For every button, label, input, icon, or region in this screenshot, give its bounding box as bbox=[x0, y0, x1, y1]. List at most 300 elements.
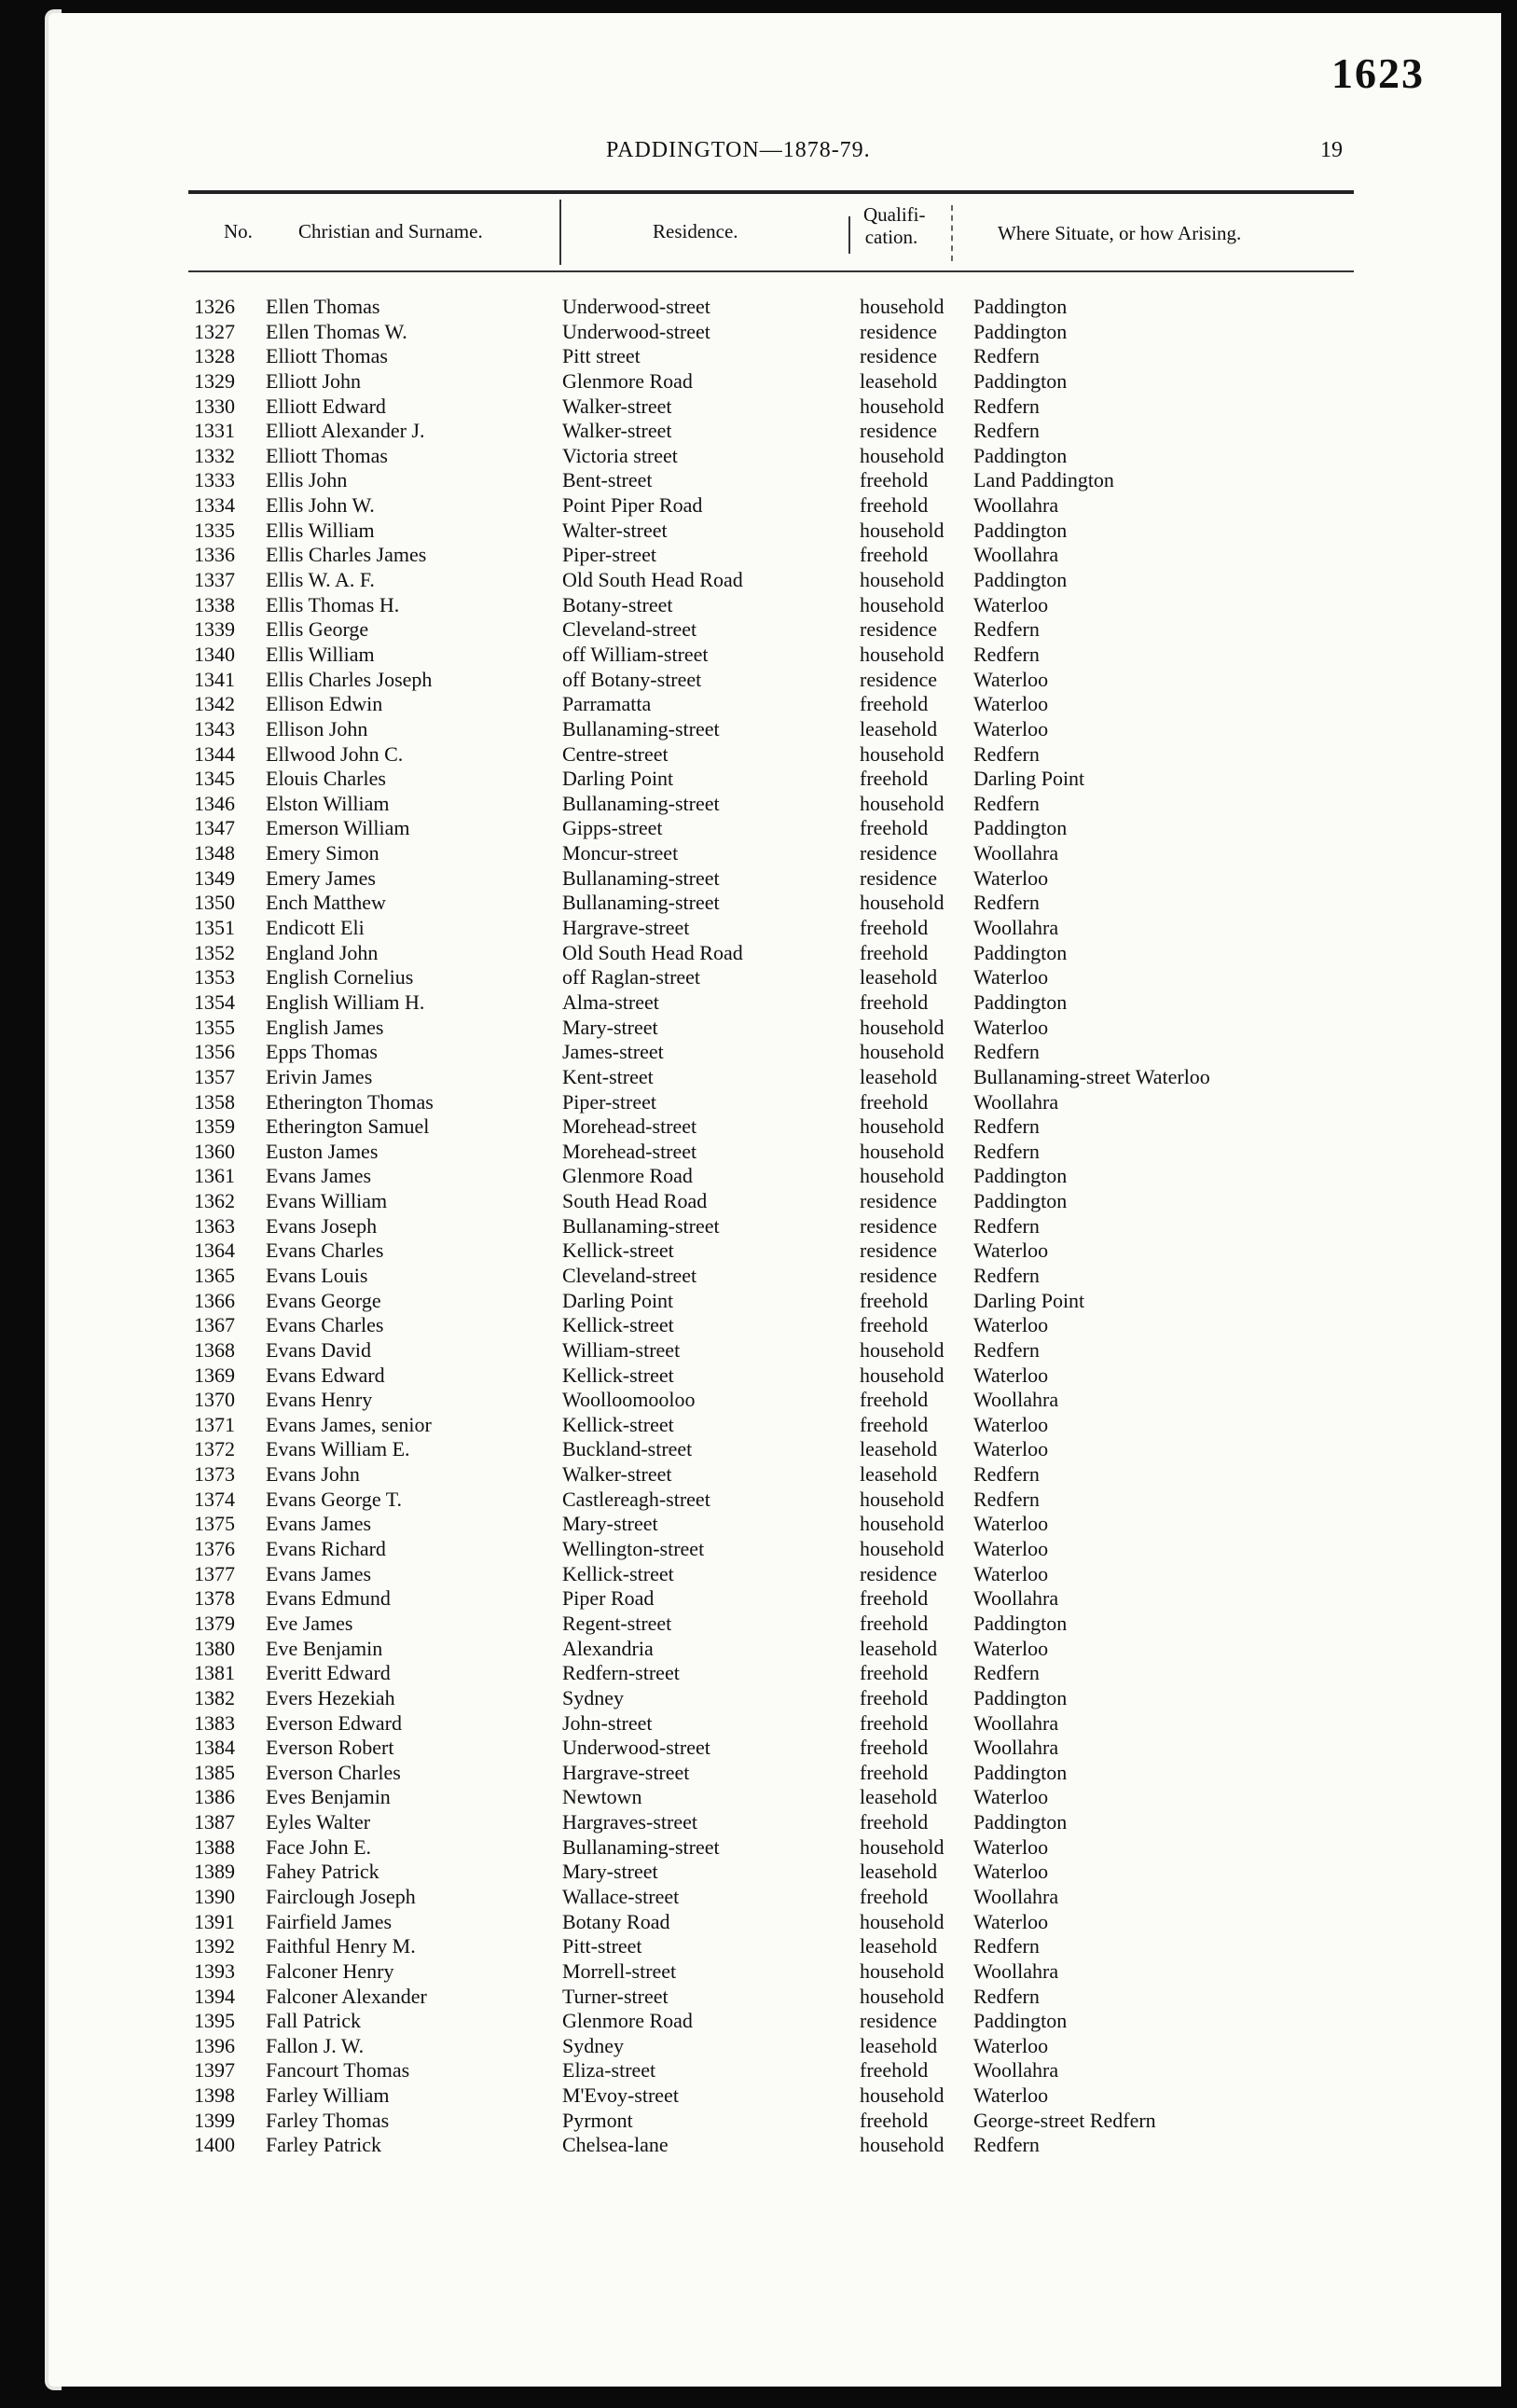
table-row bbox=[0, 1413, 1517, 1438]
residence: Hargrave-street bbox=[562, 916, 690, 940]
voter-name: Ellison John bbox=[266, 716, 368, 740]
voter-name: Elouis Charles bbox=[266, 767, 386, 791]
residence: Kent-street bbox=[562, 1064, 654, 1088]
entry-number: 1345 bbox=[194, 767, 235, 791]
entry-number: 1337 bbox=[194, 568, 235, 592]
residence: Morehead-street bbox=[562, 1114, 697, 1139]
where-situate: Paddington bbox=[973, 1760, 1068, 1784]
table-row bbox=[0, 369, 1517, 394]
where-situate: Redfern bbox=[973, 1114, 1040, 1139]
where-situate: Waterloo bbox=[973, 1239, 1049, 1263]
voter-name: Elliott John bbox=[266, 368, 362, 393]
where-situate: Redfern bbox=[973, 741, 1040, 766]
qualification: residence bbox=[860, 319, 938, 343]
residence: Chelsea-lane bbox=[562, 2133, 669, 2157]
table-row bbox=[0, 593, 1517, 618]
where-situate: Paddington bbox=[973, 1810, 1068, 1834]
table-row bbox=[0, 941, 1517, 966]
entry-number: 1346 bbox=[194, 791, 235, 815]
where-situate: Woollahra bbox=[973, 841, 1059, 865]
sheet-number: 19 bbox=[1320, 138, 1343, 162]
residence: South Head Road bbox=[562, 1189, 708, 1213]
residence: James-street bbox=[562, 1040, 664, 1064]
residence: Walker-street bbox=[562, 419, 672, 443]
where-situate: Darling Point bbox=[973, 767, 1085, 791]
qualification: household bbox=[860, 1114, 945, 1139]
table-row bbox=[0, 816, 1517, 841]
entry-number: 1331 bbox=[194, 419, 235, 443]
residence: Eliza-street bbox=[562, 2058, 656, 2083]
where-situate: Redfern bbox=[973, 1263, 1040, 1287]
entry-number: 1396 bbox=[194, 2033, 235, 2057]
voter-name: Elston William bbox=[266, 791, 390, 815]
where-situate: Paddington bbox=[973, 1685, 1068, 1709]
entry-number: 1339 bbox=[194, 617, 235, 642]
where-situate: Woollahra bbox=[973, 2058, 1059, 2083]
qualification: residence bbox=[860, 865, 938, 890]
voter-name: Epps Thomas bbox=[266, 1040, 378, 1064]
residence: Parramatta bbox=[562, 692, 652, 716]
voter-name: Evans Charles bbox=[266, 1313, 384, 1337]
residence: Bullanaming-street bbox=[562, 791, 720, 815]
voter-name: Eve James bbox=[266, 1611, 353, 1635]
entry-number: 1333 bbox=[194, 468, 235, 492]
header-rule-bottom bbox=[188, 270, 1354, 272]
where-situate: Waterloo bbox=[973, 865, 1049, 890]
table-row bbox=[0, 1488, 1517, 1513]
where-situate: Waterloo bbox=[973, 1363, 1049, 1387]
table-row bbox=[0, 1835, 1517, 1861]
table-row bbox=[0, 295, 1517, 320]
qualification: freehold bbox=[860, 468, 929, 492]
where-situate: Waterloo bbox=[973, 2083, 1049, 2108]
residence: Piper-street bbox=[562, 543, 656, 567]
residence: Bullanaming-street bbox=[562, 716, 720, 740]
table-row bbox=[0, 1016, 1517, 1041]
table-row bbox=[0, 891, 1517, 916]
qualification: freehold bbox=[860, 2058, 929, 2083]
residence: Point Piper Road bbox=[562, 493, 703, 518]
residence: Castlereagh-street bbox=[562, 1487, 710, 1511]
where-situate: Redfern bbox=[973, 344, 1040, 368]
qualification: residence bbox=[860, 419, 938, 443]
voter-name: Evans Joseph bbox=[266, 1213, 378, 1238]
qualification: residence bbox=[860, 617, 938, 642]
where-situate: George-street Redfern bbox=[973, 2108, 1156, 2132]
table-row bbox=[0, 1860, 1517, 1885]
where-situate: Woollahra bbox=[973, 1388, 1059, 1412]
voter-name: Fairclough Joseph bbox=[266, 1885, 416, 1908]
table-row bbox=[0, 1090, 1517, 1115]
voter-name: Ellen Thomas W. bbox=[266, 319, 407, 343]
residence: Mary-street bbox=[562, 1512, 658, 1536]
voter-name: Ellis Charles Joseph bbox=[266, 667, 433, 691]
voter-name: Ellis John bbox=[266, 468, 348, 492]
table-row bbox=[0, 1686, 1517, 1711]
entry-number: 1379 bbox=[194, 1611, 235, 1635]
table-row bbox=[0, 692, 1517, 717]
where-situate: Redfern bbox=[973, 891, 1040, 915]
table-row bbox=[0, 419, 1517, 444]
qualification: residence bbox=[860, 667, 938, 691]
voter-name: Ellis George bbox=[266, 617, 369, 642]
table-row bbox=[0, 1910, 1517, 1935]
residence: Gipps-street bbox=[562, 816, 663, 840]
voter-name: Erivin James bbox=[266, 1064, 373, 1088]
voter-name: Ellis Thomas H. bbox=[266, 592, 400, 616]
qualification: household bbox=[860, 1363, 945, 1387]
table-row bbox=[0, 1214, 1517, 1239]
table-row bbox=[0, 320, 1517, 345]
entry-number: 1399 bbox=[194, 2108, 235, 2132]
where-situate: Paddington bbox=[973, 319, 1068, 343]
entry-number: 1358 bbox=[194, 1089, 235, 1114]
entry-number: 1386 bbox=[194, 1785, 235, 1809]
entry-number: 1368 bbox=[194, 1337, 235, 1362]
column-header-residence: Residence. bbox=[653, 220, 738, 242]
residence: Glenmore Road bbox=[562, 1164, 693, 1188]
where-situate: Woollahra bbox=[973, 1885, 1059, 1908]
voter-name: Evans David bbox=[266, 1337, 372, 1362]
table-row bbox=[0, 1363, 1517, 1389]
where-situate: Redfern bbox=[973, 1462, 1040, 1487]
where-situate: Waterloo bbox=[973, 1834, 1049, 1859]
qualification: freehold bbox=[860, 1313, 929, 1337]
entry-number: 1341 bbox=[194, 667, 235, 691]
table-row bbox=[0, 1711, 1517, 1737]
entry-number: 1373 bbox=[194, 1462, 235, 1487]
residence: Walter-street bbox=[562, 518, 668, 542]
qualification: leasehold bbox=[860, 1860, 938, 1884]
qualification: freehold bbox=[860, 816, 929, 840]
where-situate: Woollahra bbox=[973, 493, 1059, 518]
table-row bbox=[0, 1437, 1517, 1462]
where-situate: Waterloo bbox=[973, 2033, 1049, 2057]
where-situate: Waterloo bbox=[973, 1512, 1049, 1536]
table-row bbox=[0, 1934, 1517, 1959]
qualification: freehold bbox=[860, 1685, 929, 1709]
table-row bbox=[0, 1189, 1517, 1214]
voter-name: Ench Matthew bbox=[266, 891, 386, 915]
qualification-line-2: cation. bbox=[864, 226, 918, 248]
entry-number: 1364 bbox=[194, 1239, 235, 1263]
table-row bbox=[0, 1512, 1517, 1537]
voter-name: English William H. bbox=[266, 989, 425, 1014]
qualification: household bbox=[860, 2133, 945, 2157]
residence: Piper Road bbox=[562, 1586, 655, 1611]
voter-name: Evans Henry bbox=[266, 1388, 373, 1412]
voter-name: Evans Richard bbox=[266, 1537, 386, 1561]
entry-number: 1353 bbox=[194, 965, 235, 989]
voter-name: Evans James bbox=[266, 1512, 372, 1536]
folio-number: 1623 bbox=[1331, 49, 1425, 97]
entry-number: 1355 bbox=[194, 1015, 235, 1039]
qualification: residence bbox=[860, 1239, 938, 1263]
where-situate: Waterloo bbox=[973, 1636, 1049, 1660]
entry-number: 1376 bbox=[194, 1537, 235, 1561]
qualification: freehold bbox=[860, 692, 929, 716]
table-row bbox=[0, 1612, 1517, 1637]
residence: Kellick-street bbox=[562, 1239, 674, 1263]
entry-number: 1354 bbox=[194, 989, 235, 1014]
where-situate: Darling Point bbox=[973, 1288, 1085, 1312]
qualification: freehold bbox=[860, 767, 929, 791]
where-situate: Paddington bbox=[973, 816, 1068, 840]
entry-number: 1395 bbox=[194, 2009, 235, 2033]
voter-name: Fairfield James bbox=[266, 1909, 393, 1933]
voter-name: Evans George T. bbox=[266, 1487, 403, 1511]
residence: off William-street bbox=[562, 642, 709, 666]
qualification: residence bbox=[860, 841, 938, 865]
table-row bbox=[0, 1388, 1517, 1413]
qualification: household bbox=[860, 741, 945, 766]
entry-number: 1329 bbox=[194, 368, 235, 393]
residence: John-street bbox=[562, 1710, 653, 1735]
qualification: leasehold bbox=[860, 965, 938, 989]
voter-name: Fallon J. W. bbox=[266, 2033, 365, 2057]
table-row bbox=[0, 394, 1517, 420]
qualification: leasehold bbox=[860, 716, 938, 740]
table-row bbox=[0, 1313, 1517, 1338]
entry-number: 1327 bbox=[194, 319, 235, 343]
where-situate: Woollahra bbox=[973, 1089, 1059, 1114]
qualification: leasehold bbox=[860, 2033, 938, 2057]
where-situate: Redfern bbox=[973, 1984, 1040, 2008]
voter-name: Ellis John W. bbox=[266, 493, 375, 518]
where-situate: Woollahra bbox=[973, 1710, 1059, 1735]
entry-number: 1392 bbox=[194, 1934, 235, 1958]
table-row bbox=[0, 1562, 1517, 1587]
voter-name: Euston James bbox=[266, 1139, 379, 1163]
entry-number: 1359 bbox=[194, 1114, 235, 1139]
qualification: freehold bbox=[860, 916, 929, 940]
voter-name: Falconer Henry bbox=[266, 1958, 394, 1983]
where-situate: Waterloo bbox=[973, 1537, 1049, 1561]
residence: M'Evoy-street bbox=[562, 2083, 679, 2108]
where-situate: Paddington bbox=[973, 1164, 1068, 1188]
table-row bbox=[0, 1114, 1517, 1140]
residence: Darling Point bbox=[562, 1288, 674, 1312]
qualification: freehold bbox=[860, 493, 929, 518]
residence: Glenmore Road bbox=[562, 368, 693, 393]
column-header-qualification bbox=[863, 203, 926, 248]
table-header bbox=[0, 196, 1517, 270]
voter-name: Evans James bbox=[266, 1164, 372, 1188]
entry-number: 1360 bbox=[194, 1139, 235, 1163]
residence: William-street bbox=[562, 1337, 681, 1362]
residence: Darling Point bbox=[562, 767, 674, 791]
qualification: household bbox=[860, 1984, 945, 2008]
voter-name: Everson Charles bbox=[266, 1760, 401, 1784]
qualification: household bbox=[860, 1487, 945, 1511]
table-row bbox=[0, 1761, 1517, 1786]
residence: Sydney bbox=[562, 1685, 624, 1709]
where-situate: Waterloo bbox=[973, 1015, 1049, 1039]
voter-name: English Cornelius bbox=[266, 965, 414, 989]
qualification: residence bbox=[860, 1561, 938, 1585]
entry-number: 1356 bbox=[194, 1040, 235, 1064]
entry-number: 1380 bbox=[194, 1636, 235, 1660]
residence: Morehead-street bbox=[562, 1139, 697, 1163]
table-row bbox=[0, 444, 1517, 469]
residence: Woolloomooloo bbox=[562, 1388, 696, 1412]
entry-number: 1375 bbox=[194, 1512, 235, 1536]
voter-name: Face John E. bbox=[266, 1834, 372, 1859]
voter-name: Evans William E. bbox=[266, 1437, 410, 1461]
where-situate: Waterloo bbox=[973, 1561, 1049, 1585]
table-row bbox=[0, 1985, 1517, 2010]
where-situate: Paddington bbox=[973, 295, 1068, 318]
table-row bbox=[0, 767, 1517, 792]
where-situate: Waterloo bbox=[973, 667, 1049, 691]
voter-name: Emery Simon bbox=[266, 841, 379, 865]
residence: Kellick-street bbox=[562, 1412, 674, 1436]
register-table-body bbox=[0, 295, 1517, 2158]
voter-name: Evers Hezekiah bbox=[266, 1685, 395, 1709]
voter-name: Elliott Edward bbox=[266, 394, 386, 418]
entry-number: 1336 bbox=[194, 543, 235, 567]
residence: Botany Road bbox=[562, 1909, 670, 1933]
residence: Morrell-street bbox=[562, 1958, 677, 1983]
voter-name: Faithful Henry M. bbox=[266, 1934, 416, 1958]
table-row bbox=[0, 468, 1517, 493]
table-row bbox=[0, 1239, 1517, 1264]
where-situate: Redfern bbox=[973, 791, 1040, 815]
table-row bbox=[0, 1661, 1517, 1686]
residence: Turner-street bbox=[562, 1984, 669, 2008]
qualification: household bbox=[860, 592, 945, 616]
voter-name: Endicott Eli bbox=[266, 916, 365, 940]
residence: Piper-street bbox=[562, 1089, 656, 1114]
where-situate: Redfern bbox=[973, 1487, 1040, 1511]
where-situate: Redfern bbox=[973, 1934, 1040, 1958]
residence: Newtown bbox=[562, 1785, 642, 1809]
voter-name: Everitt Edward bbox=[266, 1661, 391, 1685]
qualification: freehold bbox=[860, 1710, 929, 1735]
where-situate: Paddington bbox=[973, 1189, 1068, 1213]
where-situate: Paddington bbox=[973, 443, 1068, 467]
voter-name: Farley Patrick bbox=[266, 2133, 382, 2157]
residence: Kellick-street bbox=[562, 1363, 674, 1387]
residence: Moncur-street bbox=[562, 841, 679, 865]
table-row bbox=[0, 1140, 1517, 1165]
qualification: household bbox=[860, 518, 945, 542]
table-row bbox=[0, 2034, 1517, 2059]
residence: Redfern-street bbox=[562, 1661, 680, 1685]
column-header-no: No. bbox=[224, 220, 253, 242]
entry-number: 1384 bbox=[194, 1736, 235, 1760]
where-situate: Waterloo bbox=[973, 965, 1049, 989]
voter-name: England John bbox=[266, 940, 379, 964]
entry-number: 1342 bbox=[194, 692, 235, 716]
voter-name: Fall Patrick bbox=[266, 2009, 362, 2033]
residence: Regent-street bbox=[562, 1611, 672, 1635]
qualification: leasehold bbox=[860, 1636, 938, 1660]
residence: Cleveland-street bbox=[562, 617, 697, 642]
table-row bbox=[0, 1537, 1517, 1562]
table-row bbox=[0, 742, 1517, 768]
where-situate: Redfern bbox=[973, 617, 1040, 642]
entry-number: 1390 bbox=[194, 1885, 235, 1908]
entry-number: 1362 bbox=[194, 1189, 235, 1213]
residence: Glenmore Road bbox=[562, 2009, 693, 2033]
entry-number: 1394 bbox=[194, 1984, 235, 2008]
qualification: freehold bbox=[860, 1412, 929, 1436]
where-situate: Paddington bbox=[973, 2009, 1068, 2033]
qualification: freehold bbox=[860, 1586, 929, 1611]
entry-number: 1400 bbox=[194, 2133, 235, 2157]
entry-number: 1335 bbox=[194, 518, 235, 542]
entry-number: 1349 bbox=[194, 865, 235, 890]
where-situate: Waterloo bbox=[973, 692, 1049, 716]
qualification: freehold bbox=[860, 989, 929, 1014]
qualification: residence bbox=[860, 344, 938, 368]
voter-name: Evans James bbox=[266, 1561, 372, 1585]
table-row bbox=[0, 519, 1517, 544]
entry-number: 1352 bbox=[194, 940, 235, 964]
qualification: household bbox=[860, 1139, 945, 1163]
voter-name: Ellen Thomas bbox=[266, 295, 380, 318]
entry-number: 1397 bbox=[194, 2058, 235, 2083]
voter-name: Eve Benjamin bbox=[266, 1636, 383, 1660]
where-situate: Woollahra bbox=[973, 1958, 1059, 1983]
entry-number: 1361 bbox=[194, 1164, 235, 1188]
voter-name: Evans William bbox=[266, 1189, 388, 1213]
voter-name: Ellison Edwin bbox=[266, 692, 383, 716]
qualification: freehold bbox=[860, 1736, 929, 1760]
qualification: household bbox=[860, 295, 945, 318]
voter-name: Ellwood John C. bbox=[266, 741, 404, 766]
qualification: freehold bbox=[860, 1288, 929, 1312]
residence: Cleveland-street bbox=[562, 1263, 697, 1287]
qualification: household bbox=[860, 1958, 945, 1983]
residence: Bullanaming-street bbox=[562, 865, 720, 890]
where-situate: Woollahra bbox=[973, 1736, 1059, 1760]
residence: Alexandria bbox=[562, 1636, 654, 1660]
where-situate: Redfern bbox=[973, 394, 1040, 418]
voter-name: Ellis William bbox=[266, 642, 375, 666]
voter-name: Everson Robert bbox=[266, 1736, 394, 1760]
where-situate: Paddington bbox=[973, 1611, 1068, 1635]
qualification: leasehold bbox=[860, 1437, 938, 1461]
residence: Bullanaming-street bbox=[562, 1834, 720, 1859]
entry-number: 1365 bbox=[194, 1263, 235, 1287]
where-situate: Land Paddington bbox=[973, 468, 1114, 492]
voter-name: Elliott Thomas bbox=[266, 344, 388, 368]
voter-name: Evans Charles bbox=[266, 1239, 384, 1263]
voter-name: Elliott Alexander J. bbox=[266, 419, 425, 443]
table-row bbox=[0, 792, 1517, 817]
entry-number: 1382 bbox=[194, 1685, 235, 1709]
qualification: household bbox=[860, 1040, 945, 1064]
residence: Old South Head Road bbox=[562, 568, 743, 592]
table-row bbox=[0, 965, 1517, 990]
entry-number: 1357 bbox=[194, 1064, 235, 1088]
qualification: freehold bbox=[860, 1810, 929, 1834]
entry-number: 1387 bbox=[194, 1810, 235, 1834]
residence: Kellick-street bbox=[562, 1561, 674, 1585]
where-situate: Woollahra bbox=[973, 916, 1059, 940]
qualification: household bbox=[860, 394, 945, 418]
column-header-where: Where Situate, or how Arising. bbox=[998, 222, 1242, 244]
residence: Buckland-street bbox=[562, 1437, 693, 1461]
qualification: household bbox=[860, 1537, 945, 1561]
table-row bbox=[0, 1338, 1517, 1363]
running-head: PADDINGTON—1878-79. bbox=[606, 138, 871, 162]
qualification: household bbox=[860, 1337, 945, 1362]
qualification: leasehold bbox=[860, 1064, 938, 1088]
header-divider bbox=[848, 216, 850, 254]
